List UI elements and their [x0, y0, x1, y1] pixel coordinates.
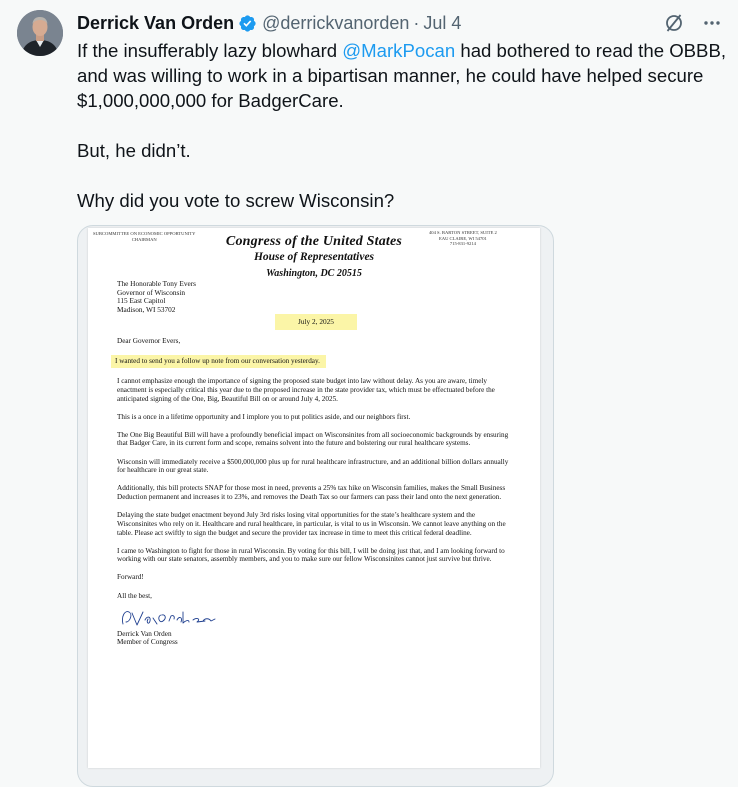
tweet-paragraph-1: [77, 38, 727, 113]
recipient-address: [117, 280, 196, 314]
verified-badge-icon: [238, 14, 257, 33]
more-icon[interactable]: [702, 13, 722, 33]
author-handle[interactable]: @derrickvanorden: [262, 12, 410, 33]
author-name[interactable]: Derrick Van Orden: [77, 12, 235, 33]
signer-title: Member of Congress: [117, 638, 178, 647]
letter-paragraph: The One Big Beautiful Bill will have a profoundly beneficial impact on Wisconsinites from all socioeconomic backgrounds by ensuring that Badger Care, in its current form and scope, remains solvent into the future and bolstering our rural healthcare systems.: [117, 430, 509, 448]
address-line: The Honorable Tony Evers: [117, 279, 196, 288]
tweet-paragraph-2: But, he didn’t.: [77, 140, 191, 161]
letterhead-subtitle: House of Representatives: [253, 251, 375, 263]
header-separator: ·: [413, 12, 420, 33]
letter-paragraph: I came to Washington to fight for those in rural Wisconsin. By voting for this bill, I will be doing just that, and I am looking forward to working with our state senators, assembly members, and you to make sure our fellow Wisconsinites cannot just survive but thrive.: [117, 546, 505, 564]
address-line: 115 East Capitol: [117, 296, 166, 305]
letter-salutation: Dear Governor Evers,: [117, 337, 181, 345]
tweet-text: [77, 38, 727, 238]
letterhead-role: CHAIRMAN: [131, 236, 157, 242]
tweet-text-segment: had bothered to read the OBBB, and was willing to work in a bipartisan manner, he could have helped secure $1,000,000,000 for BadgerCare.: [77, 40, 727, 111]
tweet-paragraph-3: Why did you vote to screw Wisconsin?: [77, 190, 395, 211]
letter-paragraph: I cannot emphasize enough the importance of signing the proposed state budget into law without delay. As you are aware, timely enactment is especially critical this year due to the proposed increase in the state provider tax, which must be effectuated before the anticipated signing of the One, Big, Beautiful Bill on or around July 4, 2025.: [117, 377, 495, 403]
grok-icon[interactable]: [664, 13, 684, 33]
signature-image: [117, 606, 512, 630]
letterhead-city: Washington, DC 20515: [266, 268, 362, 279]
letter-date: July 2, 2025: [275, 314, 357, 330]
letter-body: [117, 337, 512, 647]
signer-name: Derrick Van Orden: [117, 629, 172, 638]
letter-document: [88, 228, 540, 768]
address-line: Governor of Wisconsin: [117, 287, 186, 297]
tweet-text-segment: If the insufferably lazy blowhard: [77, 40, 343, 61]
letter-paragraph: Delaying the state budget enactment beyond July 3rd risks losing vital opportunities for the state’s healthcare system and the Wisconsinites who rely on it. Healthcare and rural healthcare, in particular, is vital to us in Wisconsin. We cannot leave anything on the table. Please act swiftly to sign the budget and secure the provider tax increase in time to meet this critical federal deadline.: [117, 511, 506, 537]
letter-paragraph: Additionally, this bill protects SNAP for those most in need, prevents a 25% tax hike on Wisconsin families, makes the Small Business Deduction permanent and increases it to 23%, and removes the Death Tax so our farmers can pass their land onto the next generation.: [117, 484, 506, 502]
tweet-media-image[interactable]: [77, 225, 554, 787]
tweet-date[interactable]: Jul 4: [423, 12, 462, 33]
letter-closing: All the best,: [117, 591, 152, 600]
avatar-image: [17, 10, 63, 56]
author-avatar[interactable]: [17, 10, 63, 56]
letterhead-address-1: 404 S. BARTON STREET, SUITE 2: [429, 230, 497, 235]
address-line: Madison, WI 53702: [117, 304, 176, 314]
letterhead-title: Congress of the United States: [225, 234, 403, 249]
letter-paragraph: Wisconsin will immediately receive a $500,000,000 plus up for rural healthcare infrastructure, and an additional billion dollars annually for healthcare in our great state.: [117, 457, 509, 475]
letterhead-committee: SUBCOMMITTEE ON ECONOMIC OPPORTUNITY: [93, 231, 196, 236]
mention-link[interactable]: @MarkPocan: [342, 40, 456, 61]
letter-highlighted-line: I wanted to send you a follow up note from our conversation yesterday.: [111, 355, 326, 368]
letter-forward: Forward!: [117, 573, 144, 582]
letterhead-address-2: EAU CLAIRE, WI 54701: [438, 235, 487, 241]
letterhead-phone: 715-831-9214: [449, 241, 476, 246]
tweet-header: [77, 11, 722, 35]
letter-paragraph: This is a once in a lifetime opportunity and I implore you to put politics aside, and our neighbors first.: [117, 412, 411, 421]
